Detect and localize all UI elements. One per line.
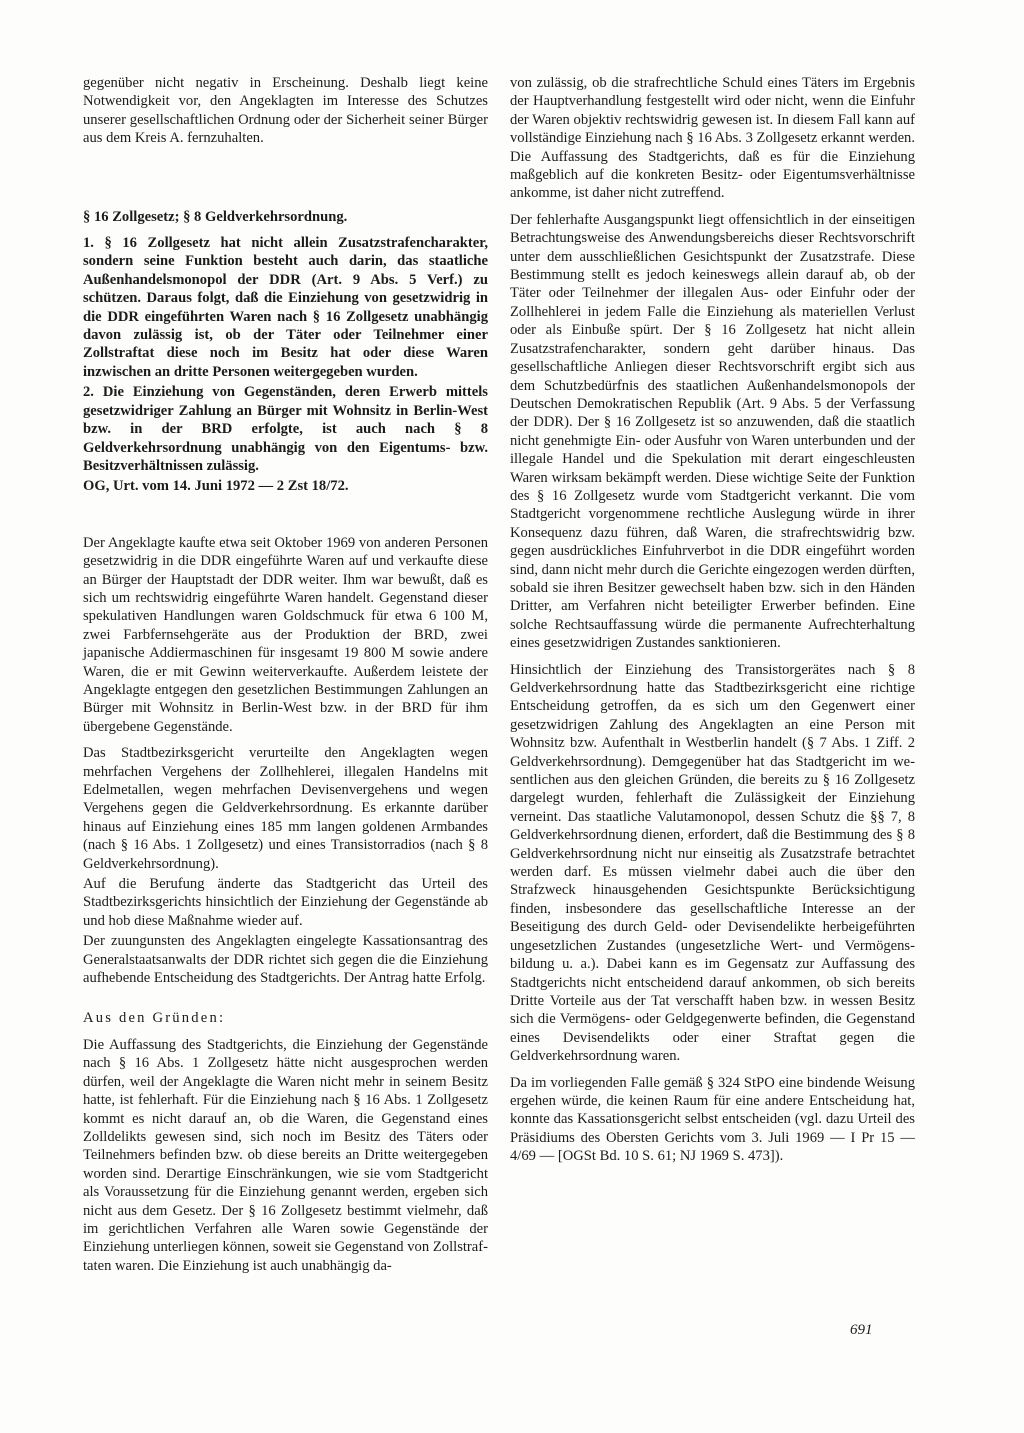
grounds-paragraph-1: Die Auffassung des Stadtgerichts, die Einziehung der Gegenstände nach § 16 Abs. 1 Zollgesetz hätte nicht ausgesprochen werden dürfen, weil der Angeklagte die Waren nicht mehr in seinem Besitz hatte, ist fehlerhaft. Für die Einziehung nach § 16 Abs. 1 Zollgesetz kommt es nicht darauf an, ob die Waren, die Gegenstand eines Zolldelikts gewesen sind, sich noch im Besitz des Täters oder Teilnehmers befinden bzw. ob diese bereits an Dritte weitergegeben worden sind. Derartige Einschränkungen, wie sie vom Stadtgericht als Voraussetzung für die Einziehung genannt werden, ergeben sich nicht aus dem Gesetz. Der § 16 Zollgesetz bestimmt vielmehr, daß im gerichtlichen Verfahren alle Waren sowie Gegenstände der Einziehung unterliegen können, soweit sie Gegenstand von Zollstraftaten waren. Die Einziehung ist auch unabhängig da- bbox=[83, 1036, 488, 1274]
case-citation: OG, Urt. vom 14. Juni 1972 — 2 Zst 18/72. bbox=[83, 478, 349, 495]
facts-paragraph-1: Der Angeklagte kaufte etwa seit Oktober 1969 von anderen Personen gesetzwidrig in die DDR eingeführte Waren auf und verkaufte diese an Bürger der Hauptstadt der DDR weiter. Ihm war bewußt, daß es sich um rechtswidrig eingeführte Waren handelt. Gegenstand dieser spekulativen Handlungen waren Goldschmuck für etwa 6 100 M, zwei Farbfernsehgeräte aus der Produktion der BRD, zwei japanische Addiermaschinen für insgesamt 19 800 M sowie andere Waren, die er mit Gewinn weiterverkaufte. Außerdem leistete der Angeklagte entgegen den gesetzlichen Bestimmungen Zahlungen an Bürger mit Wohnsitz in Berlin-West bzw. in der BRD für ihm übergebene Gegenstände. bbox=[83, 534, 488, 735]
left-column bbox=[83, 74, 488, 1283]
grounds-paragraph-5: Da im vorliegenden Falle gemäß § 324 StPO eine bindende Weisung ergehen würde, die keinen Raum für eine andere Entscheidung hat, konnte das Kassationsgericht selbst entscheiden (vgl. dazu Urteil des Präsidiums des Obersten Gerichts vom 3. Juli 1969 — I Pr 15 — 4/69 — [OGSt Bd. 10 S. 61; NJ 1969 S. 473]). bbox=[510, 1074, 915, 1165]
section-heading: § 16 Zollgesetz; § 8 Geldverkehrsordnung. bbox=[83, 208, 348, 225]
grounds-paragraph-4: Hinsichtlich der Einziehung des Transistorgerätes nach § 8 Geldverkehrsordnung hatte das Stadtbezirksgericht eine richtige Entscheidung getroffen, da es sich um den Gegenwert einer gesetzwidrigen Zahlung des Angeklagten an eine Person mit Wohnsitz bzw. Aufenthalt in Westberlin handelt (§ 7 Abs. 1 Ziff. 2 Geldverkehrsordnung). Demgegenüber hat das Stadtgericht im wesentlichen aus den gleichen Gründen, die bereits zu § 16 Zollgesetz dargelegt wurden, fehlerhaft die Zulässigkeit der Einziehung verneint. Das staatliche Valutamonopol, dessen Schutz die §§ 7, 8 Geldverkehrsordnung dienen, erfordert, daß die Bestimmung des § 8 Geldverkehrsordnung nicht nur einseitig als Zusatzstrafe betrachtet werden darf. Es müssen vielmehr dabei auch die über den Strafzweck hinausgehenden Gesichtspunkte Berücksichtigung finden, insbesondere das gesellschaftliche Interesse an der Beseitigung des durch Geld- oder Devisendelikte herbeigeführten ungesetzlichen Zustandes (ungesetzliche Wert- und Vermögensbildung u. a.). Dabei kann es im Gegensatz zur Auffassung des Stadtgerichts nicht entscheidend darauf ankommen, ob sich bereits Dritte Vorteile aus der Tat verschafft haben bzw. in wessen Besitz sich die Vermögens- oder Geldgegenwerte befinden, die Gegenstand eines Devisendelikts oder einer Straftat gegen die Geldverkehrsordnung waren. bbox=[510, 661, 915, 1065]
right-column bbox=[510, 74, 915, 1174]
page-number: 691 bbox=[850, 1322, 873, 1338]
grounds-heading: Aus den Gründen: bbox=[83, 1010, 226, 1027]
facts-paragraph-2: Das Stadtbezirksgericht verurteilte den Angeklagten wegen mehrfachen Vergehens der Zollhehlerei, illegalen Handelns mit Edelmetallen, wegen mehrfachen Devisenvergehens und wegen Vergehens gegen die Geldverkehrsordnung. Es erkannte darüber hinaus auf Einziehung eines 185 mm langen goldenen Armbandes (nach § 16 Abs. 1 Zollgesetz) und eines Transistorradios (nach § 8 Geldverkehrsordnung). bbox=[83, 745, 488, 872]
section-gap bbox=[83, 156, 488, 208]
facts-paragraph-4: Der zuungunsten des Angeklagten eingelegte Kassationsantrag des Generalstaatsanwalts der DDR richtet sich gegen die die Einziehung aufhebende Entscheidung des Stadtgerichts. Der Antrag hatte Erfolg. bbox=[83, 933, 488, 987]
intro-paragraph: gegenüber nicht negativ in Erscheinung. Deshalb liegt keine Notwendigkeit vor, den Angeklagten im Interesse des Schutzes unserer gesellschaftlichen Ordnung oder der Sicherheit seiner Bürger aus dem Kreis A. fernzuhalten. bbox=[83, 75, 488, 147]
grounds-paragraph-2: von zulässig, ob die strafrechtliche Schuld eines Täters im Ergebnis der Hauptverhandlung festgestellt wird oder nicht, wenn die Einfuhr der Waren objektiv rechtswidrig gewesen ist. In diesem Fall kann auf vollständige Einziehung nach § 16 Abs. 3 Zollgesetz erkannt werden. Die Auffassung des Stadtgerichts, daß es für die Einziehung maßgeblich auf die konkreten Besitz- oder Eigentumsverhältnisse ankomme, ist daher nicht zutreffend. bbox=[510, 75, 915, 202]
grounds-paragraph-3: Der fehlerhafte Ausgangspunkt liegt offensichtlich in der einseitigen Betrachtungsweise des Anwendungsbereichs dieser Rechtsvorschrift unter dem ausschließlichen Gesichtspunkt der Zusatzstrafe. Diese Bestimmung stellt es jedoch keineswegs allein darauf ab, ob der Täter oder Teilnehmer der illegalen Aus- oder Einfuhr oder der Zollhehlerei in jedem Falle die Einziehung als materiellen Verlust oder als Einbuße spürt. Der § 16 Zollgesetz hat nicht allein Zusatzstrafencharakter, sondern geht darüber hinaus. Das gesellschaftliche Anliegen dieser Rechtsvorschrift ergibt sich aus dem Schutzbedürfnis des staatlichen Außenhandelsmonopols der Deutschen Demokratischen Republik (Art. 9 Abs. 5 der Verfassung der DDR). Der § 16 Zollgesetz ist so anzuwenden, daß die staatlich nicht genehmigte Ein- oder Ausfuhr von Waren unterbunden und der illegale Handel und die Spekulation mit derart eingeschleusten Waren wirksam bekämpft werden. Diese wichtige Seite der Funktion des § 16 Zollgesetz wurde vom Stadtgericht verkannt. Die vom Stadtgericht vorgenommene rechtliche Auslegung würde in ihrer Konsequenz dazu führen, daß Waren, die strafrechtswidrig bzw. gegen ausdrückliches Einfuhrverbot in die DDR eingeführt worden sind, dann nicht mehr durch die Gerichte eingezogen werden dürften, sobald sie ihren Besitzer gewechselt haben bzw. sich in den Händen Dritter, am Verfahren nicht beteiligter Erwerber befinden. Eine solche Rechtsauffassung würde die permanente Aufrechterhaltung eines gesetzwidrigen Zustandes sanktionieren. bbox=[510, 211, 915, 652]
section-gap bbox=[83, 995, 488, 1009]
section-gap bbox=[83, 504, 488, 534]
headnote-2: 2. Die Einziehung von Gegenständen, deren Erwerb mittels gesetzwidriger Zahlung an Bürger mit Wohnsitz in Berlin-West bzw. in der BRD erfolgte, ist auch nach § 8 Geldverkehrsordnung unabhängig von den Eigentums- bzw. Besitzverhältnissen zulässig. bbox=[83, 384, 488, 474]
headnote-1: 1. § 16 Zollgesetz hat nicht allein Zusatzstrafencharakter, sondern seine Funktion besteht auch darin, das staatliche Außenhandelsmonopol der DDR (Art. 9 Abs. 5 Verf.) zu schützen. Daraus folgt, daß die Einziehung von gesetzwidrig in die DDR eingeführten Waren nach § 16 Zollgesetz unabhängig davon zulässig ist, ob der Täter oder Teilnehmer einer Zollstraftat diese noch im Besitz hat oder diese Waren inzwischen an dritte Personen weitergegeben wurden. bbox=[83, 235, 488, 380]
facts-paragraph-3: Auf die Berufung änderte das Stadtgericht das Urteil des Stadtbezirksgerichts hinsichtlich der Einziehung der Gegenstände ab und hob diese Maßnahme wieder auf. bbox=[83, 876, 488, 929]
